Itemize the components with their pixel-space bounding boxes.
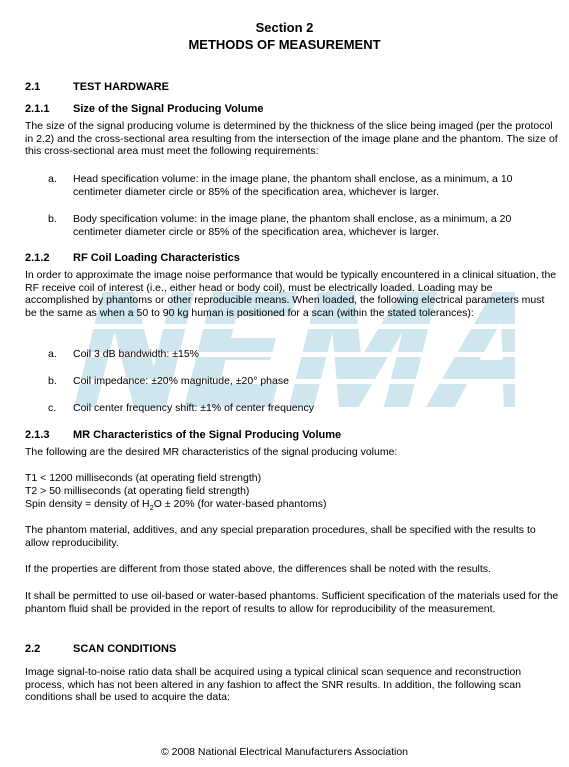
spin-density-line (25, 498, 326, 511)
list-item-text: Body specification volume: in the image plane, the phantom shall enclose, as a minimum, a 20 centimeter diameter circle or 85% of the specification area, whichever is larger. (73, 213, 512, 238)
heading-2-1-2-title: RF Coil Loading Characteristics (73, 252, 240, 264)
t1-line: T1 < 1200 milliseconds (at operating field strength) (25, 472, 262, 484)
t2-line: T2 > 50 milliseconds (at operating field strength) (25, 485, 250, 497)
paragraph-phantom-material: The phantom material, additives, and any special preparation procedures, shall be specified with the results to allow reproducibility. (25, 524, 536, 549)
paragraph-2-2-intro: Image signal-to-noise ratio data shall be acquired using a typical clinical scan sequence and reconstruction process, which has not been altered in any fashion to affect the SNR results. In addition, the following scan conditions shall be used to acquire the data: (25, 666, 522, 704)
list-item-marker: a. (48, 348, 57, 360)
paragraph-oil-water: It shall be permitted to use oil-based or water-based phantoms. Sufficient specification of the materials used for the phantom fluid shall be provided in the report of results to allow for reproducibility of the measurement. (25, 590, 559, 615)
list-item-marker: a. (48, 173, 57, 185)
footer-copyright: © 2008 National Electrical Manufacturers Association (160, 746, 409, 758)
list-item-marker: c. (48, 402, 57, 414)
list-item-marker: b. (48, 375, 57, 387)
list-item-text: Coil 3 dB bandwidth: ±15% (73, 348, 200, 360)
section-label: Section 2 (255, 20, 314, 35)
paragraph-properties-different: If the properties are different from those stated above, the differences shall be noted with the results. (25, 563, 491, 575)
list-item-text: Coil center frequency shift: ±1% of center frequency (73, 402, 314, 414)
heading-2-2-number: 2.2 (25, 643, 41, 655)
list-item-text: Coil impedance: ±20% magnitude, ±20° phase (73, 375, 289, 387)
spin-density-text: Spin density = density of H (25, 498, 150, 510)
paragraph-2-1-2-intro: In order to approximate the image noise performance that would be typically encountered in a clinical situation, the RF receive coil of interest (i.e., either head or body coil), must be electrically loaded. Loading may be accomplished by phantoms or other reproducible means. When loaded, the following electrical parameters must be the same as when a 50 to 90 kg human is positioned for a scan (within the stated tolerances): (25, 269, 557, 319)
spin-density-subscript: 2 (149, 503, 154, 513)
heading-2-1-1-title: Size of the Signal Producing Volume (73, 103, 264, 115)
heading-2-1-title: TEST HARDWARE (73, 81, 169, 93)
heading-2-1-number: 2.1 (25, 81, 41, 93)
paragraph-2-1-1-intro: The size of the signal producing volume is determined by the thickness of the slice being imaged (per the protocol in 2.2) and the cross-sectional area resulting from the intersection of the image plane and the phantom. The size of this cross-sectional area must meet the following requirements: (25, 120, 558, 158)
spin-density-text-end: O ± 20% (for water-based phantoms) (153, 498, 327, 510)
heading-2-1-3-number: 2.1.3 (25, 429, 50, 441)
heading-2-1-1-number: 2.1.1 (25, 103, 50, 115)
heading-2-2-title: SCAN CONDITIONS (73, 643, 177, 655)
list-item-text: Head specification volume: in the image plane, the phantom shall enclose, as a minimum, a 10 centimeter diameter circle or 85% of the specification area, whichever is larger. (73, 173, 513, 198)
heading-2-1-2-number: 2.1.2 (25, 252, 50, 264)
paragraph-2-1-3-intro: The following are the desired MR characteristics of the signal producing volume: (25, 446, 398, 458)
heading-2-1-3-title: MR Characteristics of the Signal Producing Volume (73, 429, 342, 441)
section-title: METHODS OF MEASUREMENT (188, 37, 381, 52)
list-item-marker: b. (48, 213, 57, 225)
